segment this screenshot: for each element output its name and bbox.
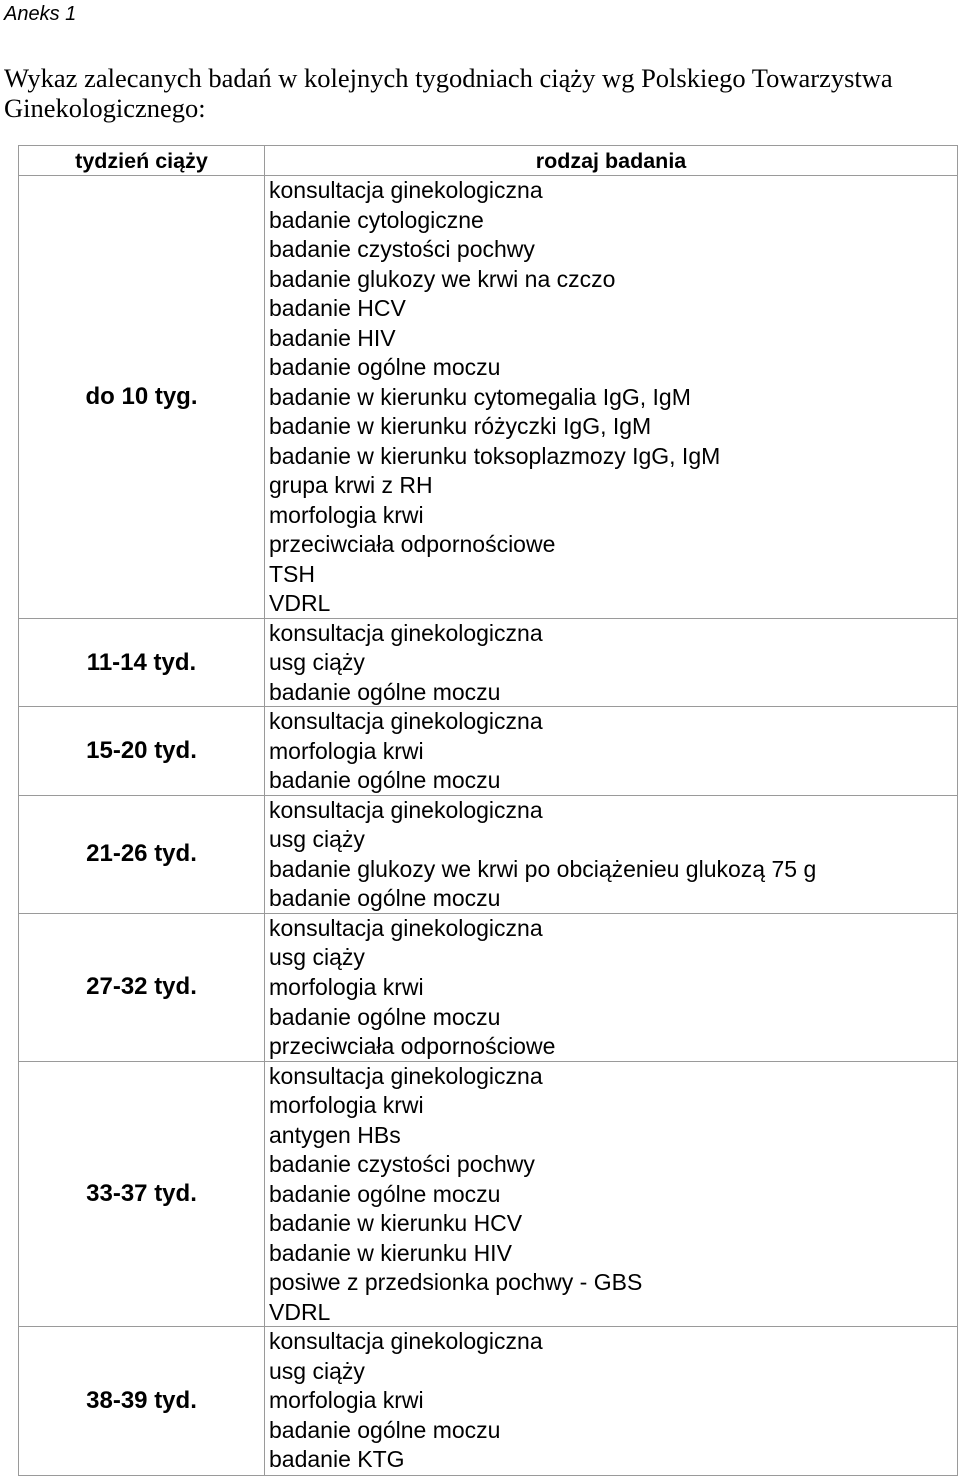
exam-item: badanie cytologiczne: [269, 206, 484, 233]
exam-item: badanie w kierunku cytomegalia IgG, IgM: [269, 383, 691, 410]
exam-item: konsultacja ginekologiczna: [269, 619, 543, 646]
exam-item: usg ciąży: [269, 826, 365, 853]
table-row-group: [19, 914, 957, 1062]
table-row-group: [19, 1062, 957, 1328]
exam-schedule-table: [18, 145, 958, 1476]
week-cell: [19, 707, 265, 795]
header-cell-exam: [265, 146, 957, 175]
week-label: 33-37 tyd.: [86, 1179, 197, 1207]
table-row-group: [19, 796, 957, 914]
week-cell: [19, 796, 265, 913]
exam-item: badanie w kierunku toksoplazmozy IgG, IgM: [269, 442, 721, 469]
header-exam-label: rodzaj badania: [535, 148, 687, 173]
exam-item: badanie ogólne moczu: [269, 354, 501, 381]
exam-item: badanie HCV: [269, 295, 406, 322]
week-label: 21-26 tyd.: [86, 840, 197, 868]
exam-item: badanie glukozy we krwi na czczo: [269, 265, 616, 292]
document-title: Wykaz zalecanych badań w kolejnych tygodniach ciąży wg Polskiego Towarzystwa Ginekologicznego:: [4, 63, 893, 123]
exam-item: antygen HBs: [269, 1121, 401, 1148]
exam-item: VDRL: [269, 1298, 331, 1325]
week-label: 38-39 tyd.: [86, 1387, 197, 1415]
exam-item: badanie ogólne moczu: [269, 885, 501, 912]
exam-item: badanie w kierunku HCV: [269, 1210, 523, 1237]
exam-item: badanie ogólne moczu: [269, 678, 501, 705]
table-row-group: [19, 707, 957, 796]
exam-item: usg ciąży: [269, 649, 365, 676]
exam-item: badanie czystości pochwy: [269, 236, 535, 263]
table-row-group: [19, 619, 957, 708]
exam-list: [265, 176, 957, 618]
week-label: 11-14 tyd.: [86, 648, 197, 676]
table-row-group: [19, 176, 957, 619]
annex-label: Aneks 1: [4, 3, 77, 25]
exam-item: posiwe z przedsionka pochwy - GBS: [269, 1269, 643, 1296]
exam-item: konsultacja ginekologiczna: [269, 177, 543, 203]
exam-item: badanie ogólne moczu: [269, 1003, 501, 1030]
week-cell: [19, 176, 265, 618]
header-week-label: tydzień ciąży: [75, 148, 208, 173]
exam-item: badanie ogólne moczu: [269, 1416, 501, 1443]
table-header-row: [19, 146, 957, 176]
week-label: do 10 tyg.: [85, 382, 198, 410]
exam-item: morfologia krwi: [269, 974, 424, 1000]
table-row-group: [19, 1327, 957, 1475]
exam-item: VDRL: [269, 590, 331, 617]
exam-item: badanie HIV: [269, 324, 396, 351]
exam-item: badanie w kierunku HIV: [269, 1239, 512, 1266]
week-label: 27-32 tyd.: [86, 973, 197, 1001]
week-label: 15-20 tyd.: [86, 737, 197, 765]
table-body: [19, 176, 957, 1475]
exam-item: konsultacja ginekologiczna: [269, 708, 543, 735]
week-cell: [19, 1062, 265, 1327]
week-cell: [19, 914, 265, 1061]
exam-item: usg ciąży: [269, 1357, 365, 1384]
exam-item: morfologia krwi: [269, 737, 424, 764]
exam-item: usg ciąży: [269, 944, 365, 971]
exam-item: badanie w kierunku różyczki IgG, IgM: [269, 413, 652, 440]
exam-item: TSH: [269, 560, 315, 587]
exam-list: [265, 619, 957, 707]
exam-item: morfologia krwi: [269, 501, 424, 528]
exam-item: badanie glukozy we krwi po obciążenieu glukozą 75 g: [269, 855, 817, 882]
exam-item: konsultacja ginekologiczna: [269, 1062, 543, 1089]
exam-item: badanie ogólne moczu: [269, 1180, 501, 1207]
week-cell: [19, 1327, 265, 1475]
exam-item: morfologia krwi: [269, 1092, 424, 1119]
exam-list: [265, 707, 957, 795]
exam-item: morfologia krwi: [269, 1387, 424, 1414]
exam-item: przeciwciała odpornościowe: [269, 531, 556, 558]
exam-item: badanie KTG: [269, 1446, 405, 1473]
exam-item: badanie ogólne moczu: [269, 767, 501, 794]
exam-list: [265, 914, 957, 1061]
exam-list: [265, 1327, 957, 1475]
exam-item: konsultacja ginekologiczna: [269, 1328, 543, 1355]
exam-item: konsultacja ginekologiczna: [269, 914, 543, 941]
exam-item: przeciwciała odpornościowe: [269, 1033, 556, 1060]
exam-list: [265, 796, 957, 913]
week-cell: [19, 619, 265, 707]
exam-item: grupa krwi z RH: [269, 472, 433, 499]
exam-item: konsultacja ginekologiczna: [269, 796, 543, 823]
exam-item: badanie czystości pochwy: [269, 1151, 535, 1178]
exam-list: [265, 1062, 957, 1327]
header-cell-week: [19, 146, 265, 175]
